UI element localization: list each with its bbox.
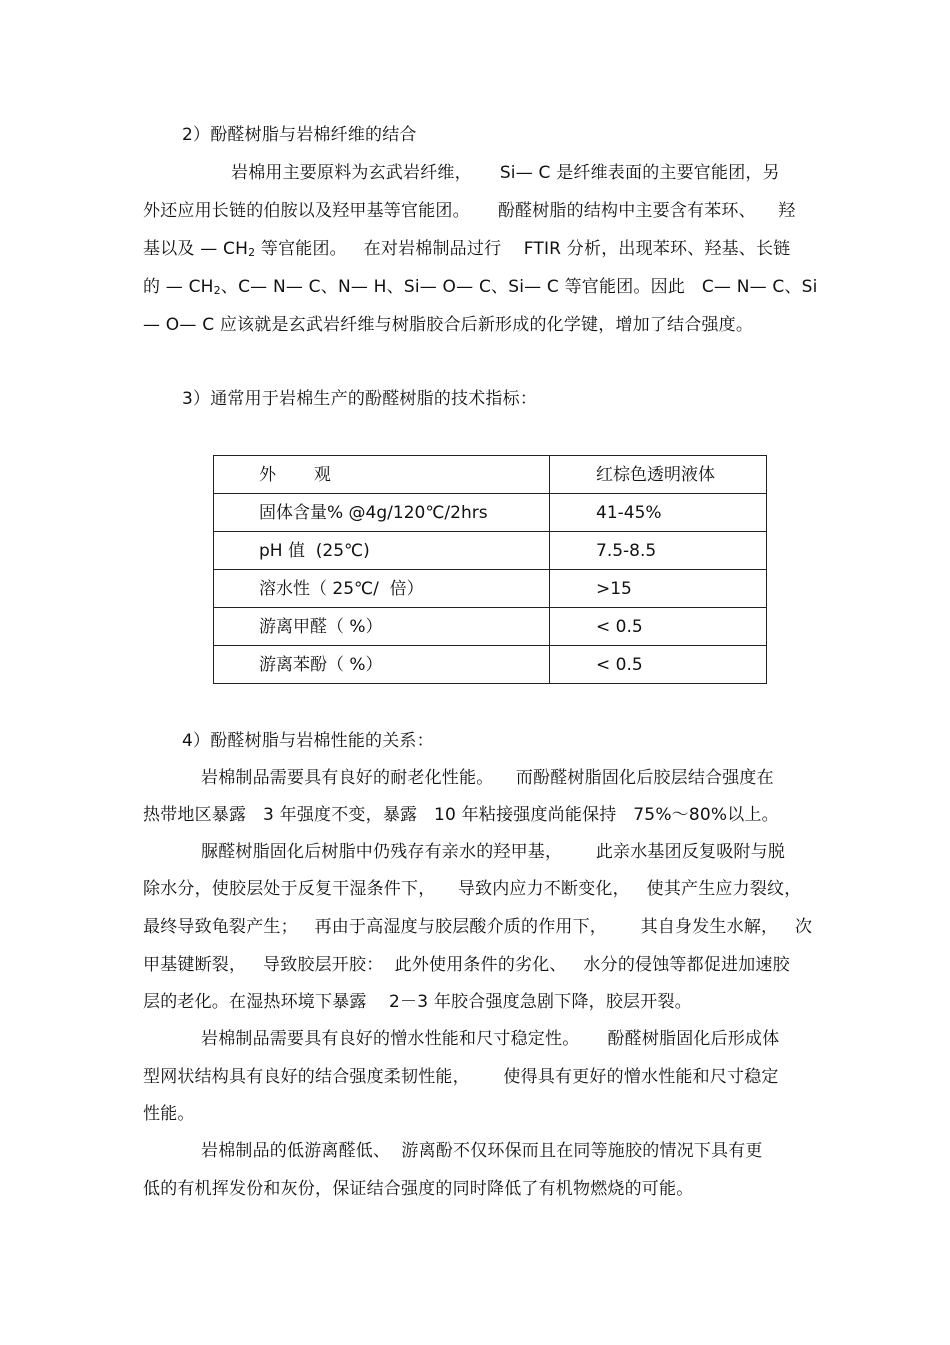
text-segment: 等官能团。 在对岩棉制品过行 FTIR 分析，出现苯环、羟基、长链 xyxy=(255,239,791,259)
section-2-line-2: 外还应用长链的伯胺以及羟甲基等官能团。 酚醛树脂的结构中主要含有苯环、 羟 xyxy=(143,201,796,221)
table-cell-label: 游离苯酚（ %） xyxy=(214,646,550,684)
subscript: 2 xyxy=(248,246,256,259)
text-segment: 、C— N— C、N— H、Si— O— C、Si— C 等官能团。因此 C— N— C、Si xyxy=(220,277,818,297)
table-row xyxy=(214,494,767,532)
text-segment: 基以及 — CH xyxy=(143,239,249,259)
section-2-line-1: 岩棉用主要原料为玄武岩纤维， Si— C 是纤维表面的主要官能团，另 xyxy=(231,163,780,183)
text-segment: 的 — CH xyxy=(143,277,214,297)
section-4-line-10: 性能。 xyxy=(143,1104,195,1124)
table-row xyxy=(214,646,767,684)
spec-table xyxy=(213,455,767,684)
section-4-line-7: 层的老化。在湿热环境下暴露 2－3 年胶合强度急剧下降，胶层开裂。 xyxy=(143,992,692,1012)
section-4-line-12: 低的有机挥发份和灰份，保证结合强度的同时降低了有机物燃烧的可能。 xyxy=(143,1179,694,1199)
table-cell-label: 游离甲醛（ %） xyxy=(214,608,550,646)
table-cell-label: pH 值 (25℃) xyxy=(214,532,550,570)
section-4-line-4: 除水分，使胶层处于反复干湿条件下， 导致内应力不断变化， 使其产生应力裂纹， xyxy=(143,879,802,899)
section-2-line-3 xyxy=(143,238,790,264)
table-cell-value: 红棕色透明液体 xyxy=(550,456,767,494)
table-cell-value: 7.5-8.5 xyxy=(550,532,767,570)
section-4-line-8: 岩棉制品需要具有良好的憎水性能和尺寸稳定性。 酚醛树脂固化后形成体 xyxy=(201,1029,780,1049)
section-4-line-2: 热带地区暴露 3 年强度不变，暴露 10 年粘接强度尚能保持 75%～80%以上。 xyxy=(143,805,779,825)
table-cell-label: 溶水性（ 25℃/ 倍） xyxy=(214,570,550,608)
table-row xyxy=(214,456,767,494)
section-4-line-11: 岩棉制品的低游离醛低、 游离酚不仅环保而且在同等施胶的情况下具有更 xyxy=(201,1141,763,1161)
section-2-line-5: — O— C 应该就是玄武岩纤维与树脂胶合后新形成的化学键，增加了结合强度。 xyxy=(143,315,754,335)
table-cell-label: 外 观 xyxy=(214,456,550,494)
section-4-line-5: 最终导致龟裂产生； 再由于高湿度与胶层酸介质的作用下， 其自身发生水解， 次 xyxy=(143,917,813,937)
section-2-heading: 2）酚醛树脂与岩棉纤维的结合 xyxy=(182,125,417,145)
table-cell-value: < 0.5 xyxy=(550,608,767,646)
table-row xyxy=(214,532,767,570)
section-4-line-3: 脲醛树脂固化后树脂中仍残存有亲水的羟甲基， 此亲水基团反复吸附与脱 xyxy=(201,842,786,862)
table-cell-value: < 0.5 xyxy=(550,646,767,684)
table-cell-label: 固体含量% @4g/120℃/2hrs xyxy=(214,494,550,532)
section-2-line-4 xyxy=(143,276,818,302)
section-3-heading: 3）通常用于岩棉生产的酚醛树脂的技术指标： xyxy=(182,389,538,409)
subscript: 2 xyxy=(213,284,221,297)
section-4-line-6: 甲基键断裂， 导致胶层开胶： 此外使用条件的劣化、 水分的侵蚀等都促进加速胶 xyxy=(143,955,790,975)
table-cell-value: 41-45% xyxy=(550,494,767,532)
table-cell-value: >15 xyxy=(550,570,767,608)
table-row xyxy=(214,608,767,646)
table-row xyxy=(214,570,767,608)
section-4-line-1: 岩棉制品需要具有良好的耐老化性能。 而酚醛树脂固化后胶层结合强度在 xyxy=(201,768,774,788)
section-4-heading: 4）酚醛树脂与岩棉性能的关系： xyxy=(182,731,434,751)
section-4-line-9: 型网状结构具有良好的结合强度柔韧性能， 使得具有更好的憎水性能和尺寸稳定 xyxy=(143,1067,779,1087)
